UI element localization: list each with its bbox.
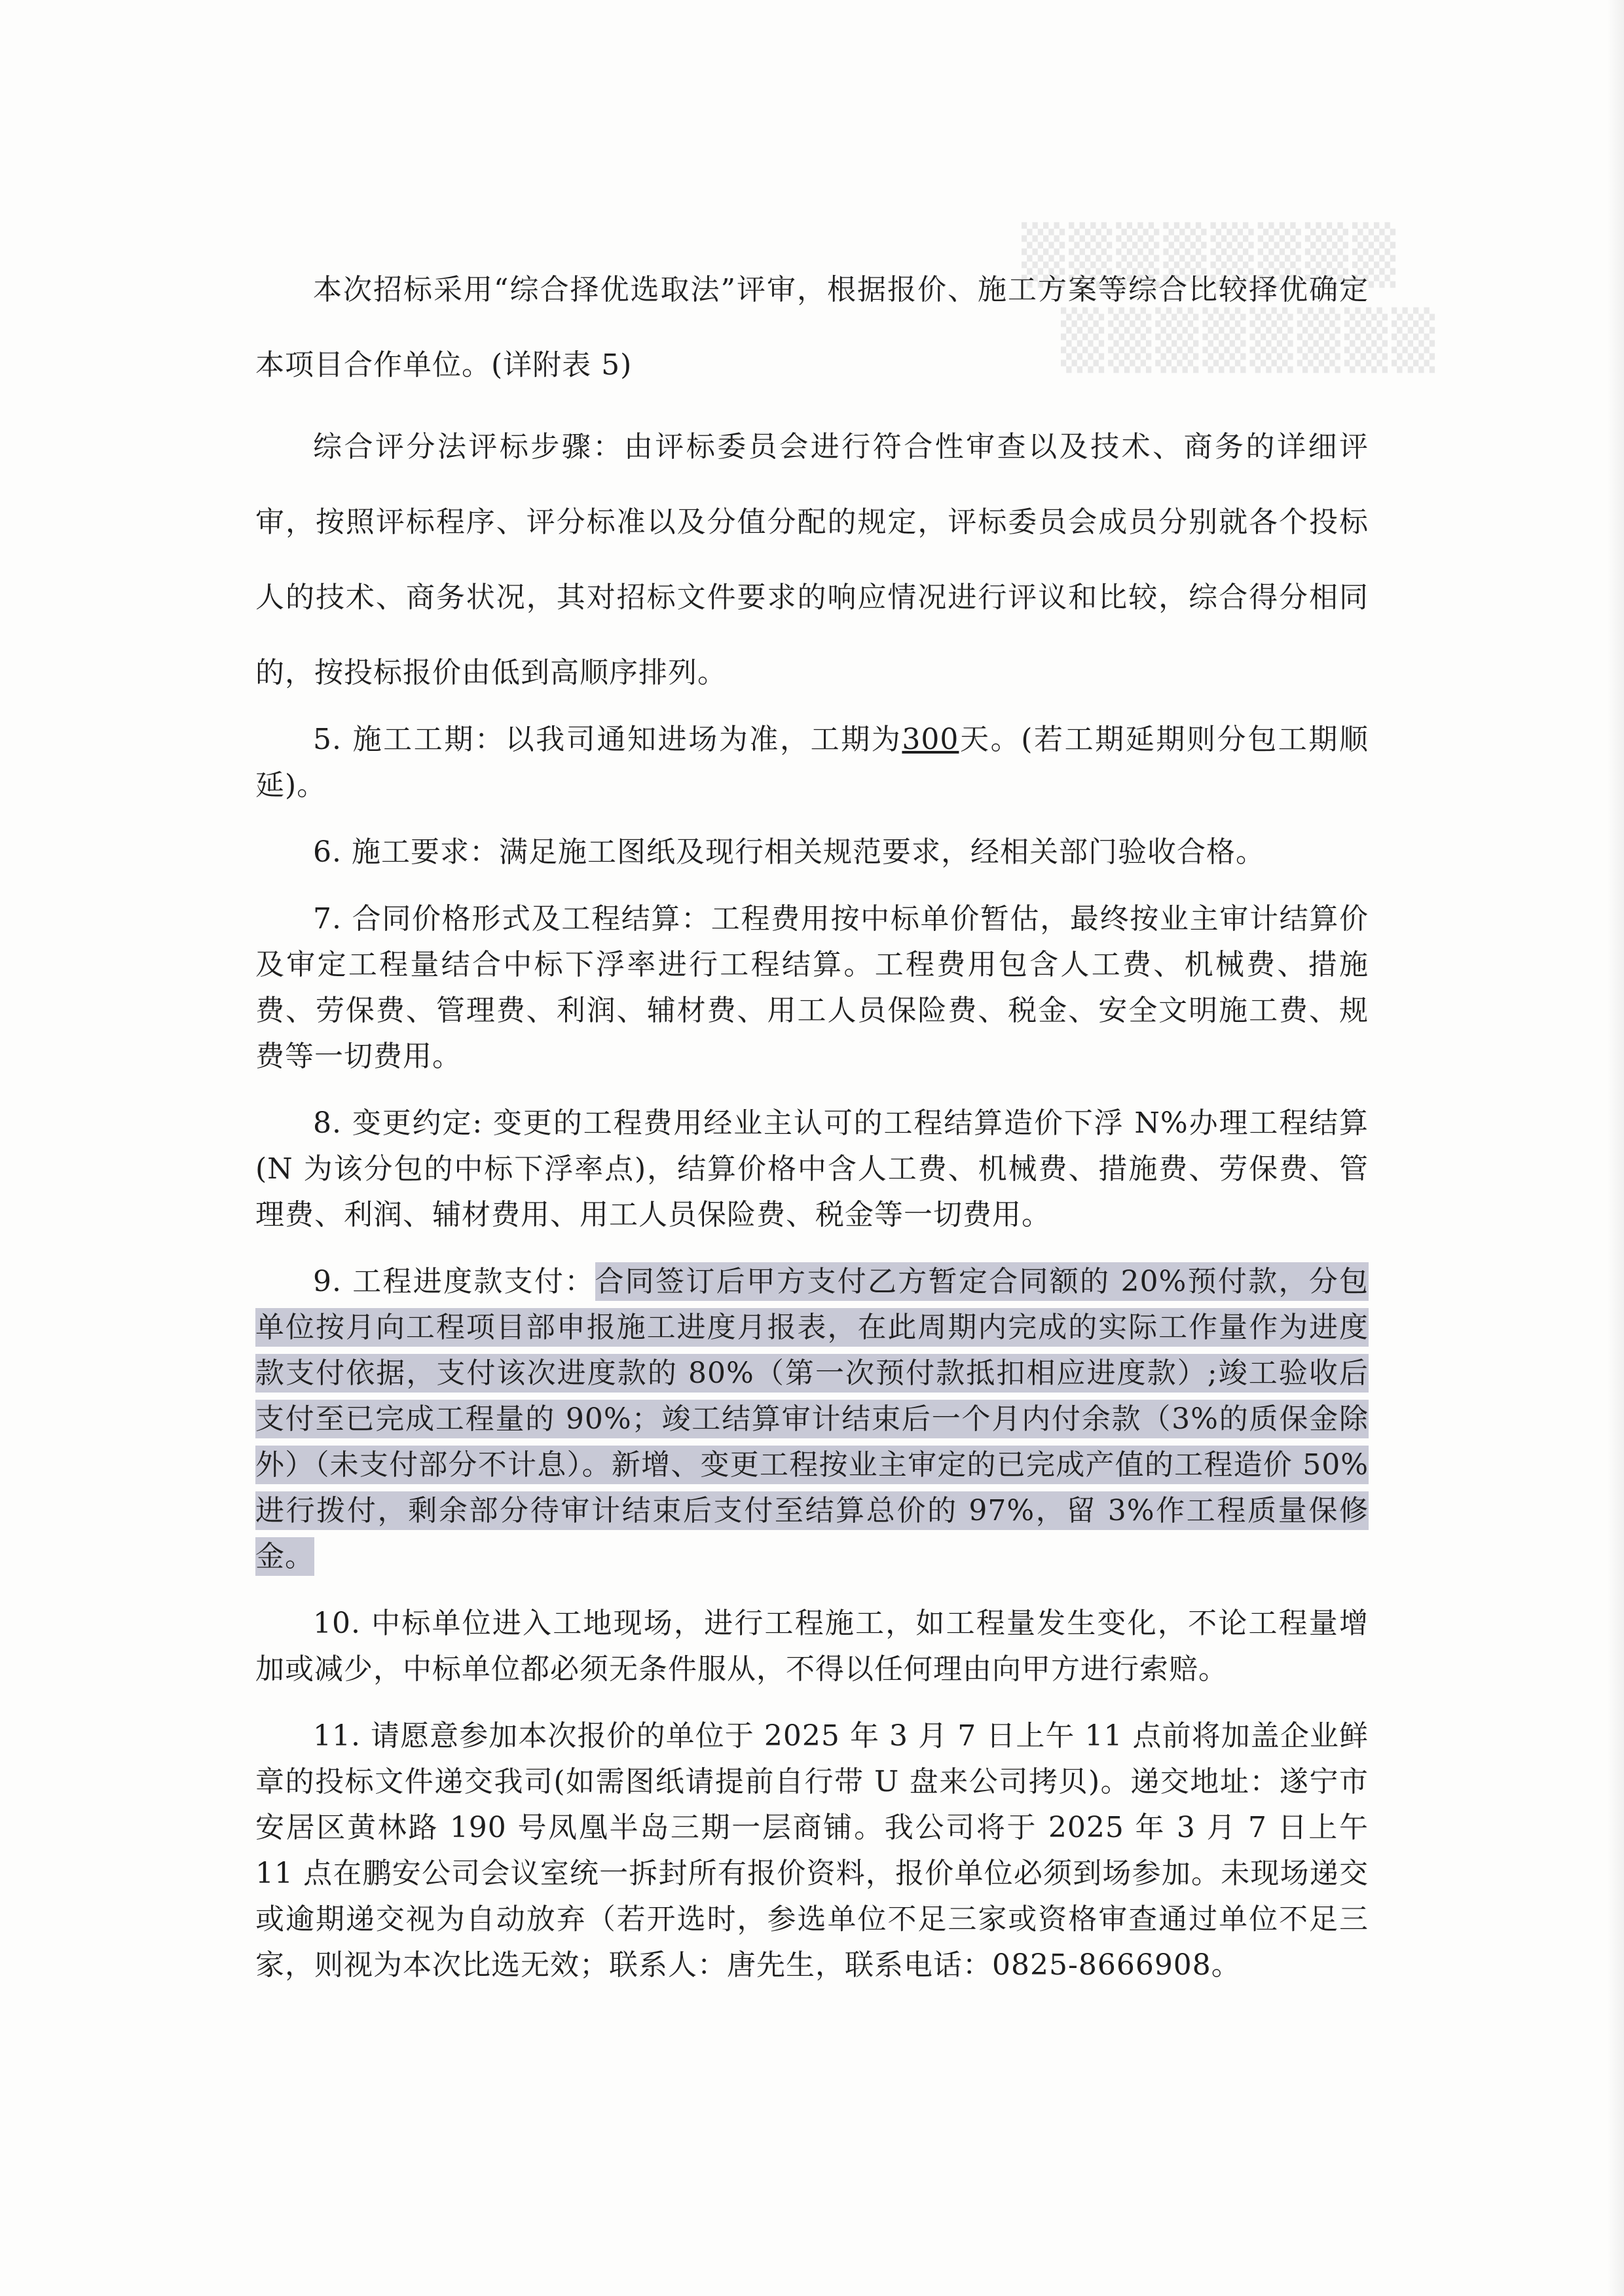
paragraph-evaluation-method: 本次招标采用“综合择优选取法”评审，根据报价、施工方案等综合比较择优确定本项目合作单位。(详附表 5) [255,273,1369,382]
payment-heading: 9. 工程进度款支付： [313,1265,595,1298]
paragraph-construction-period [255,717,1369,809]
show-through-mark: ▒▒▒▒▒▒▒▒ [1061,308,1439,373]
paragraph-submission: 11. 请愿意参加本次报价的单位于 2025 年 3 月 7 日上午 11 点前将加盖企业鲜章的投标文件递交我司(如需图纸请提前自行带 U 盘来公司拷贝)。递交地址：遂宁市安居区黄林路 190 号凤凰半岛三期一层商铺。我公司将于 2025 年 3 月 7 日上午 11 点在鹏安公司会议室统一拆封所有报价资料，报价单位必须到场参加。未现场递交或逾期递交视为自动放弃（若开选时，参选单位不足三家或资格审查通过单位不足三家，则视为本次比选无效；联系人：唐先生，联系电话：0825-8666908。 [255,1719,1369,1982]
paragraph-scoring-steps: 综合评分法评标步骤：由评标委员会进行符合性审查以及技术、商务的详细评审，按照评标程序、评分标准以及分值分配的规定，评标委员会成员分别就各个投标人的技术、商务状况，其对招标文件要求的响应情况进行评议和比较，综合得分相同的，按投标报价由低到高顺序排列。 [255,430,1369,689]
period-days: 300 [902,723,959,756]
period-suffix: 天。(若工期延期则分包工期顺延)。 [255,723,1369,802]
page-edge-shadow [1607,0,1624,2296]
paragraph-contract-price: 7. 合同价格形式及工程结算：工程费用按中标单价暂估，最终按业主审计结算价及审定工程量结合中标下浮率进行工程结算。工程费用包含人工费、机械费、措施费、劳保费、管理费、利润、辅材费、用工人员保险费、税金、安全文明施工费、规费等一切费用。 [255,902,1369,1073]
paragraph-site-entry: 10. 中标单位进入工地现场，进行工程施工，如工程量发生变化，不论工程量增加或减少，中标单位都必须无条件服从，不得以任何理由向甲方进行索赔。 [255,1607,1369,1686]
document-body [255,252,1369,2009]
paragraph-progress-payment [255,1259,1369,1580]
paragraph-construction-requirements: 6. 施工要求：满足施工图纸及现行相关规范要求，经相关部门验收合格。 [313,835,1265,869]
period-prefix: 5. 施工工期：以我司通知进场为准，工期为 [313,723,902,756]
paragraph-change-agreement: 8. 变更约定: 变更的工程费用经业主认可的工程结算造价下浮 N%办理工程结算 (N 为该分包的中标下浮率点)，结算价格中含人工费、机械费、措施费、劳保费、管理费、利润、辅材费用、用工人员保险费、税金等一切费用。 [255,1106,1369,1231]
show-through-mark: ▒▒▒▒▒▒▒▒ [1022,223,1400,288]
payment-highlighted-text: 合同签订后甲方支付乙方暂定合同额的 20%预付款，分包单位按月向工程项目部申报施工进度月报表，在此周期内完成的实际工作量作为进度款支付依据，支付该次进度款的 80%（第一次预付款抵扣相应进度款）;竣工验收后支付至已完成工程量的 90%；竣工结算审计结束后一个月内付余款（3%的质保金除外）（未支付部分不计息）。新增、变更工程按业主审定的已完成产值的工程造价 50%进行拨付，剩余部分待审计结束后支付至结算总价的 97%，留 3%作工程质量保修金。 [255,1262,1369,1576]
